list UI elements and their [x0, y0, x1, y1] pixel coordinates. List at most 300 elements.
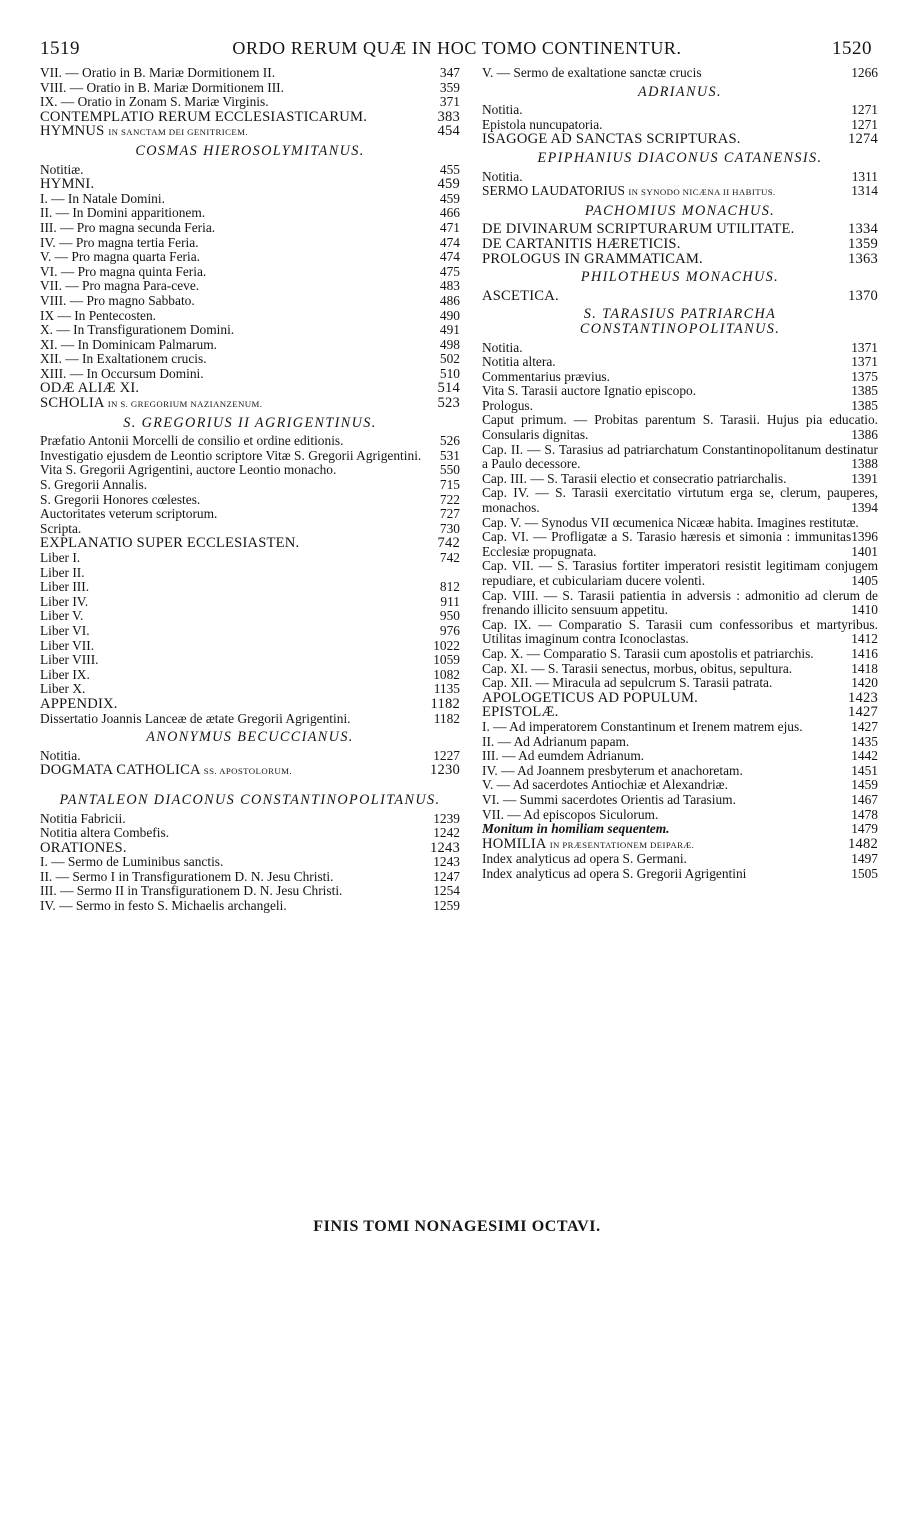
toc-entry: [40, 712, 460, 727]
section-heading: [40, 412, 460, 435]
entry-page: 359: [439, 79, 460, 95]
entry-page: 490: [439, 307, 460, 323]
entry-page: 1435: [851, 733, 878, 749]
entry-title: Liber VII.: [40, 637, 95, 653]
toc-entry: [482, 808, 878, 823]
entry-page: 523: [437, 395, 460, 412]
entry-page: 1442: [851, 748, 878, 764]
entry-title: PROLOGUS IN GRAMMATICAM.: [482, 250, 703, 267]
entry-title: XIII. — In Occursum Domini.: [40, 365, 204, 381]
toc-entry: [40, 522, 460, 537]
entry-title: VII. — Pro magna Para-ceve.: [40, 278, 200, 294]
entry-title: Notitia.: [482, 339, 523, 355]
toc-entry: [482, 443, 878, 472]
entry-page: 1427: [848, 704, 878, 721]
entry-title: HYMNUS: [40, 123, 105, 140]
entry-title: V. — Sermo de exaltatione sanctæ crucis: [482, 65, 702, 80]
entry-page: 1227: [433, 747, 460, 763]
entry-title: Liber IV.: [40, 593, 89, 609]
entry-page: 491: [439, 322, 460, 338]
toc-column-right: [482, 66, 878, 881]
toc-entry: [482, 618, 878, 647]
entry-title: Liber V.: [40, 608, 84, 624]
toc-entry: [40, 749, 460, 764]
entry-page: 1243: [433, 854, 460, 870]
toc-entry: [40, 279, 460, 294]
entry-title: Liber III.: [40, 579, 90, 595]
section-heading: [482, 303, 878, 340]
toc-entry: [482, 691, 878, 706]
section-heading: [482, 81, 878, 104]
toc-entry: [40, 338, 460, 353]
toc-entry: [482, 413, 878, 442]
entry-page: 742: [437, 535, 460, 552]
entry-title: IV. — Ad Joannem presbyterum et anachoretam.: [482, 762, 743, 778]
entry-title: IX — In Pentecosten.: [40, 307, 157, 323]
entry-page: 474: [439, 249, 460, 265]
entry-page: 911: [440, 593, 460, 609]
entry-title: HOMILIA: [482, 835, 546, 852]
entry-page: 1266: [851, 65, 878, 80]
entry-title: X. — In Transfigurationem Domini.: [40, 322, 235, 338]
entry-page: 1334: [848, 221, 878, 238]
entry-title: S. Gregorii Annalis.: [40, 477, 148, 493]
entry-title: Cap. XII. — Miracula ad sepulcrum S. Tarasii patrata.: [482, 675, 773, 691]
entry-subtitle: IN SYNODO NICÆNA II HABITUS.: [628, 187, 776, 198]
entry-page: 1467: [851, 791, 878, 807]
entry-title: Liber I.: [40, 550, 81, 565]
entry-page: 1478: [851, 806, 878, 822]
entry-title: Liber IX.: [40, 666, 90, 682]
entry-title: Cap. II. — S. Tarasius ad patriarchatum Constantinopolitanum destinatur a Paulo decessore.: [482, 441, 878, 472]
entry-title: Cap. VI. — Profligatæ a S. Tarasio hæresis et simonia : immunitas Ecclesiæ propugnata.: [482, 529, 852, 559]
entry-title: I. — In Natale Domini.: [40, 190, 165, 206]
entry-page: 727: [439, 506, 460, 522]
entry-page: 1059: [433, 652, 460, 668]
toc-entry: [482, 720, 878, 735]
entry-title: Notitia.: [482, 102, 523, 118]
toc-entry: [482, 132, 878, 147]
entry-title: II. — Sermo I in Transfigurationem D. N. Jesu Christi.: [40, 868, 334, 884]
entry-page: 1479: [851, 821, 878, 837]
entry-page: 1371: [851, 354, 878, 370]
entry-page: 471: [439, 219, 460, 235]
entry-title: Liber VIII.: [40, 652, 99, 668]
page-title: ORDO RERUM QUÆ IN HOC TOMO CONTINENTUR.: [232, 38, 682, 58]
entry-page: 1022: [433, 637, 460, 653]
entry-title: Vita S. Gregorii Agrigentini, auctore Leontio monacho.: [40, 462, 337, 478]
entry-title: EPISTOLÆ.: [482, 704, 559, 721]
toc-entry: [482, 837, 878, 853]
toc-entry: [40, 206, 460, 221]
toc-entry: [40, 381, 460, 396]
section-heading: [40, 789, 460, 812]
entry-title: Liber VI.: [40, 622, 90, 638]
page-header: [0, 38, 914, 62]
toc-entry: [482, 822, 878, 837]
entry-title: Investigatio ejusdem de Leontio scriptore Vitæ S. Gregorii Agrigentini.: [40, 447, 422, 463]
entry-page: 1427: [851, 718, 878, 734]
entry-page: 459: [439, 190, 460, 206]
page-number-left: 1519: [40, 38, 80, 59]
toc-entry: [40, 463, 460, 478]
entry-title: Cap. IV. — S. Tarasii exercitatio virtutum erga se, clerum, pauperes, monachos.: [482, 485, 878, 516]
entry-title: ASCETICA.: [482, 287, 559, 304]
entry-page: 722: [439, 491, 460, 507]
entry-page: 1182: [433, 710, 460, 726]
entry-title: Cap. XI. — S. Tarasii senectus, morbus, obitus, sepultura.: [482, 660, 793, 676]
entry-title: Prologus.: [482, 397, 533, 413]
author-name: ADRIANUS.: [638, 83, 722, 100]
author-name: S. TARASIUS PATRIARCHA CONSTANTINOPOLITANUS.: [579, 306, 781, 337]
entry-page: 1459: [851, 777, 878, 793]
page-number-right: 1520: [832, 38, 872, 59]
entry-title: DE DIVINARUM SCRIPTURARUM UTILITATE.: [482, 221, 795, 238]
entry-title: Scripta.: [40, 520, 82, 536]
entry-title: VI. — Pro magna quinta Feria.: [40, 263, 207, 279]
toc-entry: [482, 170, 878, 185]
entry-page: 1230: [430, 762, 460, 779]
entry-page: 498: [439, 336, 460, 352]
entry-title: III. — Pro magna secunda Feria.: [40, 219, 216, 235]
entry-page: 1242: [433, 825, 460, 841]
toc-entry: [482, 184, 878, 200]
entry-page: 1259: [433, 898, 460, 914]
toc-entry: [482, 384, 878, 399]
toc-entry: [40, 250, 460, 265]
toc-entry: [40, 309, 460, 324]
entry-title: Cap. V. — Synodus VII œcumenica Nicææ habita. Imagines restitutæ.: [482, 514, 859, 530]
entry-page: 1394: [851, 500, 878, 516]
entry-title: APOLOGETICUS AD POPULUM.: [482, 689, 699, 706]
entry-title: Notitia Fabricii.: [40, 810, 126, 826]
toc-entry: [40, 396, 460, 412]
entry-page: 1497: [851, 851, 878, 867]
toc-entry: [482, 676, 878, 691]
entry-page: 1135: [433, 681, 460, 697]
toc-entry: [40, 870, 460, 885]
entry-title: ISAGOGE AD SANCTAS SCRIPTURAS.: [482, 131, 741, 148]
toc-entry: [40, 580, 460, 595]
entry-title: I. — Sermo de Luminibus sanctis.: [40, 854, 224, 870]
section-heading: [482, 266, 878, 289]
entry-page: 455: [439, 161, 460, 177]
toc-entry: [40, 493, 460, 508]
entry-title: Index analyticus ad opera S. Gregorii Agrigentini: [482, 865, 747, 881]
author-name: COSMAS HIEROSOLYMITANUS.: [135, 142, 365, 159]
section-heading: [40, 726, 460, 749]
entry-page: 1274: [848, 131, 878, 148]
toc-entry: [482, 370, 878, 385]
entry-title: Vita S. Tarasii auctore Ignatio episcopo.: [482, 383, 697, 399]
toc-entry: [482, 749, 878, 764]
entry-title: S. Gregorii Honores cœlestes.: [40, 491, 201, 507]
toc-entry: [482, 705, 878, 720]
entry-title: XI. — In Dominicam Palmarum.: [40, 336, 218, 352]
toc-entry: [40, 624, 460, 639]
author-name: PHILOTHEUS MONACHUS.: [580, 269, 780, 286]
entry-title: EXPLANATIO SUPER ECCLESIASTEN.: [40, 535, 300, 552]
spacer: [40, 779, 460, 789]
entry-page: 1182: [430, 695, 460, 712]
toc-entry: [40, 899, 460, 914]
entry-page: 1363: [848, 250, 878, 267]
entry-title: ODÆ ALIÆ XI.: [40, 380, 140, 397]
toc-entry: [482, 289, 878, 304]
toc-entry: [482, 662, 878, 677]
toc-entry: [482, 103, 878, 118]
entry-title: Notitia.: [482, 168, 523, 184]
entry-title: Præfatio Antonii Morcelli de consilio et ordine editionis.: [40, 433, 344, 449]
entry-page: 715: [439, 477, 460, 493]
toc-entry: [40, 163, 460, 178]
entry-page: 486: [439, 292, 460, 308]
entry-title: III. — Sermo II in Transfigurationem D. N. Jesu Christi.: [40, 883, 343, 899]
entry-page: 976: [439, 622, 460, 638]
entry-title: VIII. — Oratio in B. Mariæ Dormitionem III.: [40, 79, 284, 95]
toc-entry: [482, 764, 878, 779]
entry-page: 1385: [851, 397, 878, 413]
entry-page: 1254: [433, 883, 460, 899]
entry-page: 514: [437, 380, 460, 397]
entry-page: 1405: [851, 573, 878, 588]
entry-page: 502: [439, 351, 460, 367]
entry-title: Auctoritates veterum scriptorum.: [40, 506, 218, 522]
entry-page: 742: [439, 550, 460, 565]
toc-column-left: [40, 66, 460, 914]
entry-title: Liber X.: [40, 681, 86, 697]
entry-title: DOGMATA CATHOLICA: [40, 762, 200, 779]
author-name: PACHOMIUS MONACHUS.: [584, 202, 776, 219]
toc-entry: [40, 812, 460, 827]
toc-entry: [40, 566, 460, 581]
entry-page: 812: [439, 579, 460, 595]
entry-title: V. — Ad sacerdotes Antiochiæ et Alexandriæ.: [482, 777, 728, 793]
entry-title: Cap. VII. — S. Tarasius fortiter imperatori resistit legitimam conjugem repudiare, et cubiculariam ducere volenti.: [482, 558, 878, 588]
entry-page: 1359: [848, 235, 878, 252]
entry-page: 1314: [851, 183, 878, 199]
toc-entry: [482, 647, 878, 662]
toc-entry: [482, 222, 878, 237]
section-heading: [40, 140, 460, 163]
toc-entry: [482, 486, 878, 515]
toc-entry: [482, 252, 878, 267]
toc-entry: [482, 341, 878, 356]
toc-entry: [40, 110, 460, 125]
entry-page: 1416: [851, 645, 878, 661]
entry-page: 1420: [851, 675, 878, 691]
entry-title: APPENDIX.: [40, 695, 118, 712]
entry-title: Dissertatio Joannis Lanceæ de ætate Gregorii Agrigentini.: [40, 710, 351, 726]
entry-page: 466: [439, 205, 460, 221]
entry-title: SERMO LAUDATORIUS: [482, 183, 625, 199]
entry-title: Epistola nuncupatoria.: [482, 116, 603, 132]
entry-title: Index analyticus ad opera S. Germani.: [482, 851, 687, 867]
entry-subtitle: IN PRÆSENTATIONEM DEIPARÆ.: [549, 839, 695, 850]
entry-page: 1418: [851, 660, 878, 676]
entry-page: 1370: [848, 287, 878, 304]
entry-page: 1386: [851, 427, 878, 443]
toc-entry: [40, 826, 460, 841]
toc-entry: [482, 66, 878, 81]
entry-subtitle: IN SANCTAM DEI GENITRICEM.: [108, 127, 248, 138]
entry-page: 1247: [433, 868, 460, 884]
entry-title: IV. — Pro magna tertia Feria.: [40, 234, 199, 250]
entry-title: Notitiæ.: [40, 161, 84, 177]
toc-entry: [40, 536, 460, 551]
toc-entry: [40, 95, 460, 110]
author-name: PANTALEON DIACONUS CONSTANTINOPOLITANUS.: [59, 791, 441, 808]
entry-title: Liber II.: [40, 564, 85, 580]
entry-page: 1082: [433, 666, 460, 682]
entry-page: 1385: [851, 383, 878, 399]
toc-entry: [482, 530, 878, 559]
entry-page: 730: [439, 520, 460, 536]
toc-entry: [482, 852, 878, 867]
toc-entry: [40, 434, 460, 449]
toc-entry: [40, 653, 460, 668]
entry-title: IX. — Oratio in Zonam S. Mariæ Virginis.: [40, 94, 269, 110]
entry-title: IV. — Sermo in festo S. Michaelis archangeli.: [40, 898, 287, 914]
entry-title: III. — Ad eumdem Adrianum.: [482, 748, 645, 764]
entry-page: 550: [439, 462, 460, 478]
entry-title: V. — Pro magna quarta Feria.: [40, 249, 201, 265]
entry-page: 483: [439, 278, 460, 294]
entry-page: 454: [437, 123, 460, 140]
toc-entry: [40, 682, 460, 697]
entry-title: Notitia.: [40, 747, 81, 763]
entry-page: 1271: [851, 102, 878, 118]
toc-entry: [40, 352, 460, 367]
toc-entry: [40, 478, 460, 493]
toc-entry: [482, 778, 878, 793]
entry-title: Cap. IX. — Comparatio S. Tarasii cum confessoribus et martyribus. Utilitas imaginum contra Iconoclastas.: [482, 616, 878, 647]
toc-entry: [482, 355, 878, 370]
entry-title: DE CARTANITIS HÆRETICIS.: [482, 235, 681, 252]
section-heading: [482, 147, 878, 170]
toc-entry: [40, 697, 460, 712]
entry-title: Caput primum. — Probitas parentum S. Tarasii. Hujus pia educatio. Consularis dignitas.: [482, 412, 878, 443]
entry-page: 383: [437, 108, 460, 125]
entry-page: 1482: [848, 835, 878, 852]
author-name: S. GREGORIUS II AGRIGENTINUS.: [123, 414, 377, 431]
toc-entry: [40, 884, 460, 899]
toc-entry: [40, 595, 460, 610]
toc-entry: [482, 118, 878, 133]
entry-title: Cap. VIII. — S. Tarasii patientia in adversis : admonitio ad clerum de frenando illicito sensuum appetitu.: [482, 587, 878, 618]
entry-title: VIII. — Pro magno Sabbato.: [40, 292, 195, 308]
entry-title: Cap. X. — Comparatio S. Tarasii cum apostolis et patriarchis.: [482, 645, 814, 661]
toc-entry: [482, 472, 878, 487]
entry-title: Commentarius prævius.: [482, 368, 610, 384]
colophon: FINIS TOMI NONAGESIMI OCTAVI.: [313, 1218, 601, 1235]
entry-page: 1375: [851, 368, 878, 384]
toc-entry: [40, 294, 460, 309]
entry-title: HYMNI.: [40, 176, 95, 193]
entry-page: 1243: [430, 839, 460, 856]
toc-entry: [482, 867, 878, 882]
toc-entry: [40, 192, 460, 207]
entry-title: XII. — In Exaltationem crucis.: [40, 351, 207, 367]
entry-title: II. — Ad Adrianum papam.: [482, 733, 630, 749]
author-name: EPIPHANIUS DIACONUS CATANENSIS.: [537, 149, 823, 166]
entry-page: 510: [439, 365, 460, 381]
toc-entry: [40, 265, 460, 280]
entry-page: 1412: [851, 631, 878, 647]
toc-entry: [40, 124, 460, 140]
entry-title: CONTEMPLATIO RERUM ECCLESIASTICARUM.: [40, 108, 368, 125]
entry-page: 950: [439, 608, 460, 624]
entry-page: 1391: [851, 470, 878, 486]
entry-subtitle: IN S. GREGORIUM NAZIANZENUM.: [107, 399, 263, 410]
entry-page: 1396: [851, 529, 878, 545]
toc-entry: [40, 66, 460, 81]
entry-title: II. — In Domini apparitionem.: [40, 205, 206, 221]
entry-page: 1401: [851, 543, 878, 559]
toc-entry: [40, 763, 460, 779]
entry-title: Notitia altera.: [482, 354, 556, 370]
entry-page: 1423: [848, 689, 878, 706]
toc-entry: [482, 735, 878, 750]
author-name: ANONYMUS BECUCCIANUS.: [146, 729, 354, 746]
toc-entry: [482, 237, 878, 252]
toc-entry: [40, 609, 460, 624]
toc-entry: [40, 367, 460, 382]
entry-title: VI. — Summi sacerdotes Orientis ad Tarasium.: [482, 791, 736, 807]
entry-page: 1311: [851, 168, 878, 184]
entry-title: ORATIONES.: [40, 839, 127, 856]
toc-entry: [40, 449, 460, 464]
entry-page: 1451: [851, 762, 878, 778]
toc-entry: [482, 559, 878, 588]
toc-entry: [40, 221, 460, 236]
toc-entry: [40, 81, 460, 96]
entry-page: 1505: [851, 865, 878, 881]
toc-entry: [40, 639, 460, 654]
entry-title: I. — Ad imperatorem Constantinum et Irenem matrem ejus.: [482, 718, 803, 734]
entry-page: 531: [439, 447, 460, 463]
toc-entry: [40, 323, 460, 338]
entry-title: Notitia altera Combefis.: [40, 825, 170, 841]
entry-title: Monitum in homiliam sequentem.: [482, 821, 670, 837]
entry-title: VII. — Ad episcopos Siculorum.: [482, 806, 659, 822]
entry-page: 474: [439, 234, 460, 250]
toc-entry: [40, 841, 460, 856]
entry-page: 1371: [851, 339, 878, 355]
toc-entry: [40, 507, 460, 522]
toc-entry: [40, 668, 460, 683]
entry-title: Cap. III. — S. Tarasii electio et consecratio patriarchalis.: [482, 470, 787, 486]
entry-page: 347: [439, 65, 460, 80]
section-heading: [482, 200, 878, 223]
entry-page: 475: [439, 263, 460, 279]
entry-page: 1239: [433, 810, 460, 826]
entry-title: SCHOLIA: [40, 395, 104, 412]
entry-page: 1410: [851, 602, 878, 618]
entry-title: VII. — Oratio in B. Mariæ Dormitionem II.: [40, 65, 276, 80]
toc-entry: [482, 793, 878, 808]
toc-entry: [482, 589, 878, 618]
entry-page: 526: [439, 433, 460, 449]
toc-entry: [482, 399, 878, 414]
entry-page: 1271: [851, 116, 878, 132]
entry-subtitle: SS. APOSTOLORUM.: [203, 766, 292, 777]
toc-entry: [40, 177, 460, 192]
entry-page: 371: [439, 94, 460, 110]
toc-entry: [40, 236, 460, 251]
entry-page: 459: [437, 176, 460, 193]
toc-entry: [40, 551, 460, 566]
